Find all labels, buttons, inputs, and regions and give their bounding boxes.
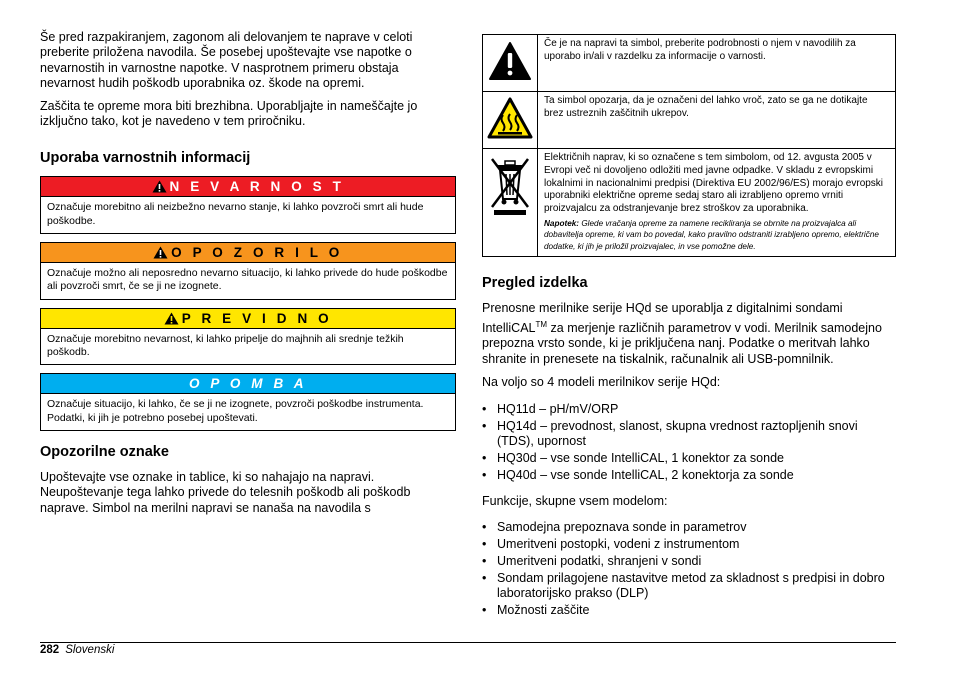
warning-box: [40, 242, 456, 300]
warning-triangle-icon: [153, 245, 168, 264]
list-item: • Umeritveni postopki, vodeni z instrumentom: [482, 537, 896, 552]
note-text: Glede vračanja opreme za namene recikliranja se obrnite na proizvajalca ali dobavitelja opreme, ki vam bo povedal, kako pravilno odstraniti izrabljeno opremo, električne dodatke, ki jih je priložil proizvajalec, in vse pomožne dele.: [544, 218, 879, 251]
warning-triangle-icon: [152, 179, 167, 198]
functions-list: [482, 520, 896, 618]
overview-text-b: za merjenje različnih parametrov v vodi. Merilnik samodejno prepozna vrsto sonde, ki je priključena nanj. Podatke o meritvah lahko shranite in prenesete na tiskalnik, računalnik ali USB-pomnilnik.: [482, 321, 882, 366]
table-row: [483, 35, 896, 92]
warning-text: Označuje možno ali neposredno nevarno situacijo, ki lahko privede do hude poškodbe ali povzroči smrt, če se ji ne izognete.: [47, 267, 448, 293]
list-item: • HQ40d – vse sonde IntelliCAL, 2 konektorja za sonde: [482, 468, 896, 483]
list-item: • HQ14d – prevodnost, slanost, skupna vrednost raztopljenih snovi (TDS), upornost: [482, 419, 896, 449]
models-list: [482, 402, 896, 483]
right-column: [482, 34, 896, 620]
list-item: • Samodejna prepoznava sonde in parametrov: [482, 520, 896, 535]
symbol-description: Ta simbol opozarja, da je označeni del lahko vroč, zato se ga ne dotikajte brez ustreznih zaščitnih ukrepov.: [538, 92, 896, 149]
trademark-mark: TM: [535, 319, 548, 329]
danger-box: [40, 176, 456, 234]
precautionary-labels-heading: Opozorilne oznake: [40, 443, 169, 460]
caution-header: [41, 309, 455, 329]
danger-header: [41, 177, 455, 197]
warning-label: O P O Z O R I L O: [171, 245, 343, 261]
intro-paragraph-1: Še pred razpakiranjem, zagonom ali delovanjem te naprave v celoti preberite priložena navodila. Še posebej upoštevajte vse napotke o nevarnostih in varnostne napotke. V nasprotnem primeru obstaja nevarnost hudih poškodb uporabnika oz. škode na opremi.: [40, 30, 413, 91]
symbol-cell: [483, 35, 538, 92]
weee-note: [544, 218, 889, 253]
product-overview-heading: Pregled izdelka: [482, 275, 588, 292]
left-column: [40, 30, 456, 516]
caution-box: [40, 308, 456, 366]
caution-label: P R E V I D N O: [181, 310, 333, 326]
notice-text: Označuje situacijo, ki lahko, če se ji ne izognete, povzroči poškodbe instrumenta. Podatki, ki jih je potrebno posebej upoštevati.: [47, 398, 424, 424]
symbol-cell: [483, 149, 538, 257]
list-item: • Umeritveni podatki, shranjeni v sondi: [482, 554, 896, 569]
footer-divider: [40, 642, 896, 643]
caution-text: Označuje morebitno nevarnost, ki lahko pripelje do majhnih ali srednje težkih poškodb.: [47, 332, 404, 358]
page-footer: [40, 643, 114, 657]
warning-triangle-icon: [164, 311, 179, 330]
models-intro: Na voljo so 4 modeli merilnikov serije HQd:: [482, 375, 721, 390]
danger-label: N E V A R N O S T: [169, 179, 345, 195]
list-item: • Možnosti zaščite: [482, 603, 896, 618]
note-label: Napotek:: [544, 218, 580, 228]
warning-triangle-icon: [488, 73, 532, 84]
overview-text-a: Prenosne merilnike serije HQd se uporablja z digitalnimi sondami IntelliCAL: [482, 301, 843, 336]
danger-text: Označuje morebitno ali neizbežno nevarno stanje, ki lahko povzroči smrt ali hude poškodbe.: [47, 201, 424, 227]
notice-box: [40, 373, 456, 431]
page-number: 282: [40, 644, 60, 656]
intro-paragraph-2: Zaščita te opreme mora biti brezhibna. Uporabljajte in nameščajte jo izključno tako, kot je navedeno v tem priročniku.: [40, 98, 418, 129]
symbol-description: Če je na napravi ta simbol, preberite podrobnosti o njem v navodilih za uporabo in/ali v razdelku za informacije o varnosti.: [538, 35, 896, 92]
labels-paragraph: Upoštevajte vse oznake in tablice, ki so nahajajo na napravi. Neupoštevanje tega lahko privede do telesnih poškodb ali poškodb naprave. Simbol na merilni napravi se nanaša na navodila s: [40, 469, 411, 515]
symbol-description: [538, 149, 896, 257]
footer-language: Slovenski: [65, 644, 115, 656]
warning-header: [41, 243, 455, 263]
hot-surface-icon: [487, 131, 533, 142]
list-item: • HQ11d – pH/mV/ORP: [482, 402, 896, 417]
notice-header: [41, 374, 455, 394]
notice-label: O P O M B A: [188, 376, 308, 392]
overview-paragraph: [482, 301, 896, 367]
symbols-table: [482, 34, 896, 257]
table-row: [483, 149, 896, 257]
weee-text: Električnih naprav, ki so označene s tem simbolom, od 12. avgusta 2005 v Evropi več ni dovoljeno odložiti med javne odpadke. V skladu z evropskimi lokalnimi in nacionalnimi predpisi (Direktiva EU 2002/96/ES) morajo evropski uporabniki električne opreme sedaj staro ali izrabljeno opremo vrniti proizvajalcu za odstranjevanje brez stroškov za uporabnika.: [544, 152, 884, 215]
safety-info-heading: Uporaba varnostnih informacij: [40, 150, 251, 167]
functions-intro: Funkcije, skupne vsem modelom:: [482, 493, 668, 508]
crossed-bin-icon: [488, 209, 532, 220]
list-item: • HQ30d – vse sonde IntelliCAL, 1 konektor za sonde: [482, 451, 896, 466]
table-row: [483, 92, 896, 149]
symbol-cell: [483, 92, 538, 149]
list-item: • Sondam prilagojene nastavitve metod za skladnost s predpisi in dobro laboratorijsko prakso (DLP): [482, 571, 896, 601]
